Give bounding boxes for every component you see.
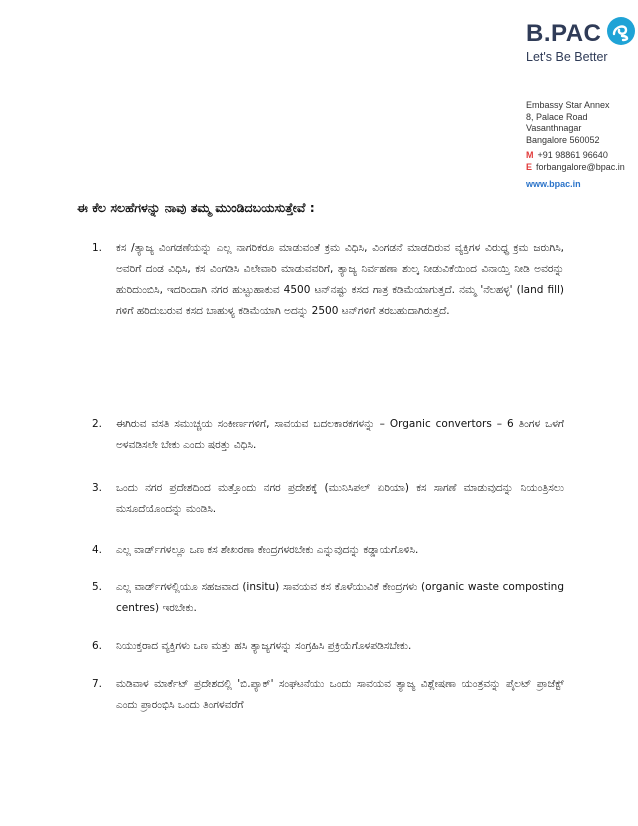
address-line: Embassy Star Annex xyxy=(526,100,610,110)
page-heading: ಈ ಕೆಲ ಸಲಹೆಗಳನ್ನು ನಾವು ತಮ್ಮ ಮುಂಡಿದಬಯಸುತ್ತೇವೆ : xyxy=(77,200,315,215)
item-number: 5. xyxy=(92,581,103,593)
list-item xyxy=(92,238,564,322)
address-block xyxy=(526,100,610,146)
item-text: ಎಲ್ಲ ವಾರ್ಡ್‌ಗಳಲ್ಲೂ ಒಣ ಕಸ ಶೇಖರಣಾ ಕೇಂದ್ರಗಳರಬೇಕು ಎನ್ನುವುದನ್ನು ಕಡ್ಡಾಯಗೊಳಿಸಿ. xyxy=(116,544,419,556)
item-text: ಮಡಿವಾಳ ಮಾರ್ಕೆಟ್ ಪ್ರದೇಶದಲ್ಲಿ 'ಬಿ.ಪ್ಯಾಕ್' ಸಂಘಟನೆಯು ಒಂದು ಸಾವಯವ ತ್ಯಾಜ್ಯ ವಿಶ್ಲೇಷಣಾ ಯಂತ್ರವನ್ನು ಪೈಲಟ್ ಪ್ರಾಜೆಕ್ಟ್ ಎಂದು ಪ್ರಾರಂಭಿಸಿ ಒಂದು ತಿಂಗಳವರೆಗೆ xyxy=(116,678,564,711)
item-text: ನಿಯುಕ್ತರಾದ ವ್ಯಕ್ತಿಗಳು ಒಣ ಮತ್ತು ಹಸಿ ತ್ಯಾಜ್ಯಗಳನ್ನು ಸಂಗ್ರಹಿಸಿ ಪ್ರಕ್ರಿಯೆಗೊಳಪಡಿಸಬೇಕು. xyxy=(116,640,412,652)
list-item xyxy=(92,414,564,456)
email-address[interactable]: forbangalore@bpac.in xyxy=(536,161,625,172)
phone-number: +91 98861 96640 xyxy=(537,150,608,160)
item-number: 4. xyxy=(92,544,103,556)
website-link[interactable]: www.bpac.in xyxy=(526,179,581,189)
item-number: 7. xyxy=(92,678,103,690)
list-item xyxy=(92,478,564,520)
bpac-logo-icon xyxy=(606,16,636,46)
address-line: 8, Palace Road xyxy=(526,111,588,122)
phone-label: M xyxy=(526,150,534,160)
email-row xyxy=(526,162,625,174)
contact-block xyxy=(526,150,625,173)
list-item xyxy=(92,636,564,657)
brand-name: B.PAC xyxy=(526,20,602,47)
address-line: Vasanthnagar xyxy=(526,123,582,133)
email-label: E xyxy=(526,161,533,172)
item-text: ಈಗಿರುವ ವಸತಿ ಸಮುಚ್ಚಯ ಸಂಕೀರ್ಣಗಳಿಗೆ, ಸಾವಯವ ಬದಲಕಾರಕಗಳನ್ನು – Organic convertors – 6 ತಿಂಗಳ ಒಳಗೆ ಅಳವಡಿಸಲೇ ಬೇಕು ಎಂದು ಷರತ್ತು ವಿಧಿಸಿ. xyxy=(116,418,564,451)
item-number: 3. xyxy=(92,482,103,494)
phone-row xyxy=(526,150,625,162)
item-number: 2. xyxy=(92,418,103,430)
list-item xyxy=(92,577,564,619)
brand-tagline: Let's Be Better xyxy=(526,50,608,64)
brand-logo xyxy=(526,22,608,64)
item-text: ಒಂದು ನಗರ ಪ್ರದೇಶದಿಂದ ಮತ್ತೊಂದು ನಗರ ಪ್ರದೇಶಕ್ಕೆ (ಮುನಿಸಿಪಲ್ ಏರಿಯಾ) ಕಸ ಸಾಗಣೆ ಮಾಡುವುದನ್ನು ನಿಯಂತ್ರಿಸಲು ಮಸೂದೆಯೊಂದನ್ನು ಮಂಡಿಸಿ. xyxy=(116,482,564,515)
item-text: ಕಸ /ತ್ಯಾಜ್ಯ ವಿಂಗಡಣೆಯನ್ನು ಎಲ್ಲ ನಾಗರಿಕರೂ ಮಾಡುವಂತೆ ಕ್ರಮ ವಿಧಿಸಿ, ವಿಂಗಡನೆ ಮಾಡದಿರುವ ವ್ಯಕ್ತಿಗಳ ವಿರುಧ್ಧ ಕ್ರಮ ಜರುಗಿಸಿ, ಅವರಿಗೆ ದಂಡ ವಿಧಿಸಿ, ಕಸ ವಿಂಗಡಿಸಿ ವಿಲೇವಾರಿ ಮಾಡುವವರಿಗೆ, ತ್ಯಾಜ್ಯ ನಿರ್ವಹಣಾ ಶುಲ್ಕ ನೀಡುವಿಕೆಯಿಂದ ವಿನಾಯ್ತಿ ನೀಡಿ ಅವರನ್ನು ಹುರಿದುಂಬಿಸಿ, ಇದರಿಂದಾಗಿ ನಗರ ಹುಟ್ಟುಹಾಕುವ 4500 ಟನ್‌ನಷ್ಟು ಕಸದ ಗಾತ್ರ ಕಡಿಮೆಯಾಗುತ್ತದೆ. ನಮ್ಮ 'ನೆಲಹಳ್ಳ' (land fill) ಗಳಿಗೆ ಹರಿದುಬರುವ ಕಸದ ಬಾಹುಳ್ಯ ಕಡಿಮೆಯಾಗಿ ಅದನ್ನು 2500 ಟನ್‌ಗಳಿಗೆ ತರಬಹುದಾಗಿರುತ್ತದೆ. xyxy=(116,242,564,317)
address-line: Bangalore 560052 xyxy=(526,134,600,145)
item-number: 1. xyxy=(92,242,103,254)
list-item xyxy=(92,674,564,716)
list-item xyxy=(92,540,564,561)
item-text: ಎಲ್ಲ ವಾರ್ಡ್‌ಗಳಲ್ಲಿಯೂ ಸಹಜವಾದ (insitu) ಸಾವಯವ ಕಸ ಕೊಳೆಯುವಿಕೆ ಕೇಂದ್ರಗಳು (organic waste composting centres) ಇರಬೇಕು. xyxy=(116,581,564,614)
item-number: 6. xyxy=(92,640,103,652)
